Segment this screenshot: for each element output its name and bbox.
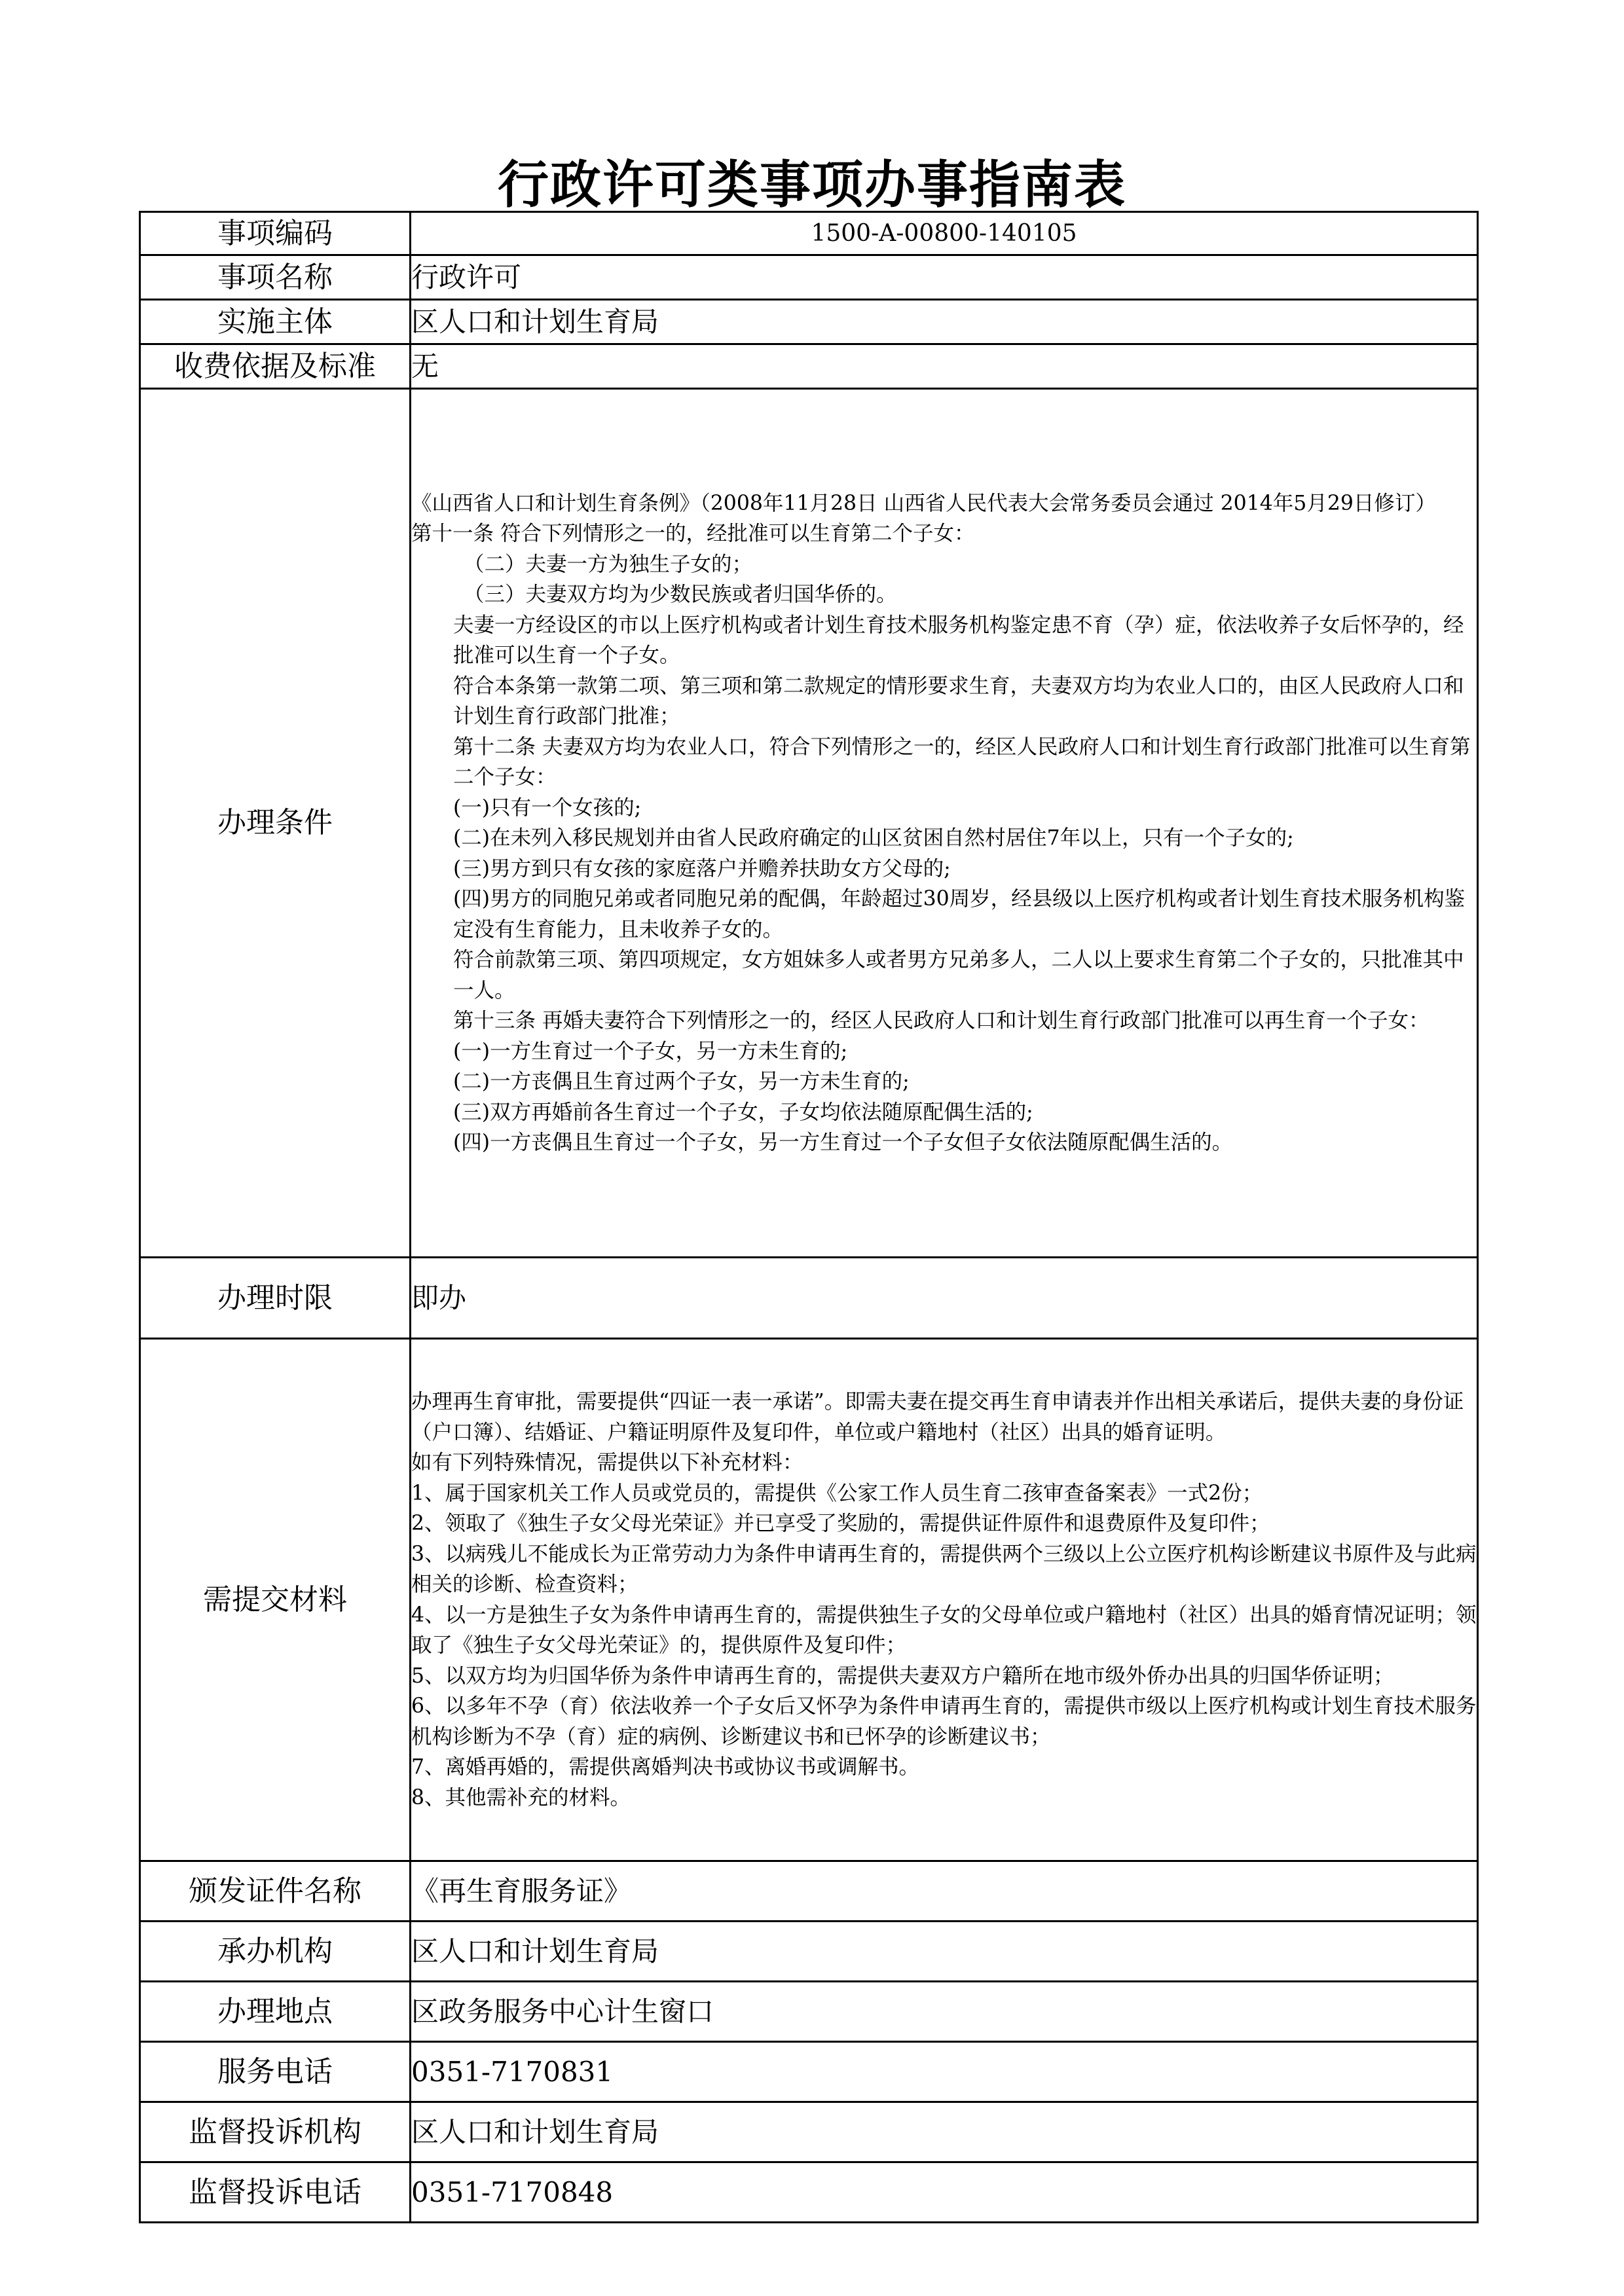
conditions-line-6: 符合本条第一款第二项、第三项和第二款规定的情形要求生育，夫妻双方均为农业人口的，由区人民政府人口和计划生育行政部门批准；: [453, 674, 1464, 728]
label-location: 办理地点: [140, 1982, 411, 2042]
value-code: 1500-A-00800-140105: [411, 212, 1478, 255]
row-code: [140, 212, 1478, 255]
conditions-line-12: 符合前款第三项、第四项规定，女方姐妹多人或者男方兄弟多人，二人以上要求生育第二个子女的，只批准其中一人。: [453, 948, 1464, 1002]
row-name: [140, 255, 1478, 300]
value-fee: 无: [411, 344, 1478, 389]
conditions-line-15: (二)一方丧偶且生育过两个子女，另一方未生育的;: [453, 1070, 910, 1093]
row-materials: [140, 1339, 1478, 1861]
page-title: 行政许可类事项办事指南表: [497, 155, 1126, 215]
value-complaint-phone: 0351-7170848: [411, 2162, 1478, 2223]
materials-line-8: 6、以多年不孕（育）依法收养一个子女后又怀孕为条件申请再生育的，需提供市级以上医疗机构或计划生育技术服务机构诊断为不孕（育）症的病例、诊断建议书和已怀孕的诊断建议书；: [411, 1694, 1477, 1749]
conditions-line-4: （三）夫妻双方均为少数民族或者归国华侨的。: [464, 583, 897, 606]
conditions-line-11: (四)男方的同胞兄弟或者同胞兄弟的配偶，年龄超过30周岁，经县级以上医疗机构或者计划生育技术服务机构鉴定没有生育能力，且未收养子女的。: [453, 887, 1466, 941]
conditions-line-13: 第十三条 再婚夫妻符合下列情形之一的，经区人民政府人口和计划生育行政部门批准可以再生育一个子女：: [453, 1009, 1430, 1032]
materials-line-6: 4、以一方是独生子女为条件申请再生育的，需提供独生子女的父母单位或户籍地村（社区）出具的婚育情况证明；领取了《独生子女父母光荣证》的，提供原件及复印件；: [411, 1603, 1477, 1657]
label-name: 事项名称: [140, 255, 411, 300]
row-phone: [140, 2042, 1478, 2102]
materials-line-10: 8、其他需补充的材料。: [411, 1785, 631, 1810]
conditions-line-5: 夫妻一方经设区的市以上医疗机构或者计划生育技术服务机构鉴定患不育（孕）症，依法收养子女后怀孕的，经批准可以生育一个子女。: [453, 613, 1464, 667]
conditions-line-7: 第十二条 夫妻双方均为农业人口，符合下列情形之一的，经区人民政府人口和计划生育行政部门批准可以生育第二个子女：: [453, 735, 1471, 789]
guide-table: [139, 211, 1479, 2223]
materials-line-7: 5、以双方均为归国华侨为条件申请再生育的，需提供夫妻双方户籍所在地市级外侨办出具的归国华侨证明；: [411, 1664, 1394, 1688]
label-fee: 收费依据及标准: [140, 344, 411, 389]
value-location: 区政务服务中心计生窗口: [411, 1982, 1478, 2042]
label-code: 事项编码: [140, 212, 411, 255]
label-subject: 实施主体: [140, 300, 411, 344]
value-phone: 0351-7170831: [411, 2042, 1478, 2102]
conditions-line-3: （二）夫妻一方为独生子女的；: [464, 552, 753, 576]
conditions-line-2: 第十一条 符合下列情形之一的，经批准可以生育第二个子女：: [411, 522, 975, 545]
conditions-line-10: (三)男方到只有女孩的家庭落户并赡养扶助女方父母的;: [453, 856, 951, 881]
conditions-line-14: (一)一方生育过一个子女，另一方未生育的;: [453, 1039, 848, 1063]
label-certificate: 颁发证件名称: [140, 1861, 411, 1922]
label-agency: 承办机构: [140, 1922, 411, 1982]
materials-line-3: 1、属于国家机关工作人员或党员的，需提供《公家工作人员生育二孩审查备案表》一式2份；: [411, 1481, 1263, 1505]
value-subject: 区人口和计划生育局: [411, 300, 1478, 344]
value-agency: 区人口和计划生育局: [411, 1922, 1478, 1982]
materials-line-9: 7、离婚再婚的，需提供离婚判决书或协议书或调解书。: [411, 1755, 920, 1779]
value-conditions: [411, 389, 1478, 1258]
value-certificate: 《再生育服务证》: [411, 1861, 1478, 1922]
materials-line-4: 2、领取了《独生子女父母光荣证》并已享受了奖励的，需提供证件原件和退费原件及复印件；: [411, 1512, 1270, 1535]
conditions-line-9: (二)在未列入移民规划并由省人民政府确定的山区贫困自然村居住7年以上，只有一个子女的;: [453, 826, 1294, 850]
value-name: 行政许可: [411, 255, 1478, 300]
label-materials: 需提交材料: [140, 1339, 411, 1861]
row-certificate: [140, 1861, 1478, 1922]
label-complaint-phone: 监督投诉电话: [140, 2162, 411, 2223]
conditions-line-1: 《山西省人口和计划生育条例》（2008年11月28日 山西省人民代表大会常务委员会通过 2014年5月29日修订）: [411, 491, 1436, 515]
conditions-line-8: (一)只有一个女孩的;: [453, 795, 642, 820]
row-complaint-phone: [140, 2162, 1478, 2223]
conditions-line-16: (三)双方再婚前各生育过一个子女，子女均依法随原配偶生活的;: [453, 1100, 1033, 1124]
value-complaint-agency: 区人口和计划生育局: [411, 2102, 1478, 2162]
label-complaint-agency: 监督投诉机构: [140, 2102, 411, 2162]
label-phone: 服务电话: [140, 2042, 411, 2102]
row-complaint-agency: [140, 2102, 1478, 2162]
value-time-limit: 即办: [411, 1258, 1478, 1339]
conditions-line-17: (四)一方丧偶且生育过一个子女，另一方生育过一个子女但子女依法随原配偶生活的。: [453, 1131, 1233, 1154]
value-materials: [411, 1339, 1478, 1861]
row-fee: [140, 344, 1478, 389]
row-location: [140, 1982, 1478, 2042]
row-agency: [140, 1922, 1478, 1982]
row-conditions: [140, 389, 1478, 1258]
row-time-limit: [140, 1258, 1478, 1339]
label-conditions: 办理条件: [140, 389, 411, 1258]
materials-line-1: 办理再生育审批，需要提供“四证一表一承诺”。即需夫妻在提交再生育申请表并作出相关承诺后，提供夫妻的身份证（户口簿）、结婚证、户籍证明原件及复印件，单位或户籍地村（社区）出具的婚育证明。: [411, 1390, 1464, 1444]
row-subject: [140, 300, 1478, 344]
materials-line-2: 如有下列特殊情况，需提供以下补充材料：: [411, 1451, 803, 1474]
label-time-limit: 办理时限: [140, 1258, 411, 1339]
materials-line-5: 3、以病残儿不能成长为正常劳动力为条件申请再生育的，需提供两个三级以上公立医疗机构诊断建议书原件及与此病相关的诊断、检查资料；: [411, 1542, 1477, 1596]
